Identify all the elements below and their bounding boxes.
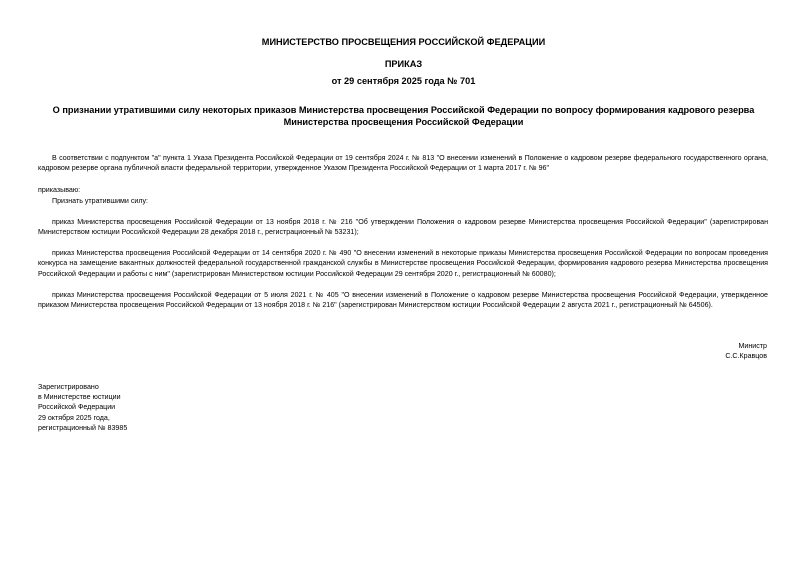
registration-block [38, 382, 127, 433]
registration-line-1: Зарегистрировано [38, 383, 99, 391]
registration-line-3: Российской Федерации [38, 403, 116, 412]
repealed-item-2: приказ Министерства просвещения Российской Федерации от 14 сентября 2020 г. № 490 "О внесении изменений в некоторые приказы Министерства просвещения Российской Федерации по вопросам проведения конкурса на замещение вакантных должностей федеральной государственной гражданской службы в Министерстве просвещения Российской Федерации, формирования кадрового резерва Министерства просвещения Российской Федерации и работы с ним" (зарегистрирован Министерством юстиции Российской Федерации 29 сентября 2020 г., регистрационный № 60080); [38, 249, 768, 278]
registration-line-5: регистрационный № 83985 [38, 423, 128, 432]
preamble-paragraph: В соответствии с подпунктом "а" пункта 1 Указа Президента Российской Федерации от 19 сентября 2024 г. № 813 "О внесении изменений в Положение о кадровом резерве федерального государственного органа, кадровом резерве органа публичной власти федеральной территории, утвержденное Указом Президента Российской Федерации от 1 марта 2017 г. № 96" [38, 154, 768, 173]
ministry-heading: МИНИСТЕРСТВО ПРОСВЕЩЕНИЯ РОССИЙСКОЙ ФЕДЕРАЦИИ [261, 37, 546, 47]
document-type: ПРИКАЗ [384, 59, 423, 69]
order-word: приказываю: [38, 186, 81, 194]
signature-position: Министр [738, 342, 767, 350]
repealed-item-1: приказ Министерства просвещения Российской Федерации от 13 ноября 2018 г. № 216 "Об утверждении Положения о кадровом резерве Министерства просвещения Российской Федерации" (зарегистрирован Министерством юстиции Российской Федерации 28 декабря 2018 г., регистрационный № 53231); [38, 218, 768, 237]
declare-line: Признать утратившими силу: [52, 197, 149, 205]
registration-line-2: в Министерстве юстиции [38, 393, 121, 402]
registration-line-4: 29 октября 2025 года, [38, 413, 110, 422]
document-title: О признании утратившими силу некоторых приказов Министерства просвещения Российской Федерации по вопросу формирования кадрового резерва Министерства просвещения Российской Федерации [52, 105, 755, 127]
document-date-number: от 29 сентября 2025 года № 701 [331, 76, 476, 86]
signature-name: С.С.Кравцов [725, 352, 767, 361]
repealed-item-3: приказ Министерства просвещения Российской Федерации от 5 июля 2021 г. № 405 "О внесении изменений в Положение о кадровом резерве Министерства просвещения Российской Федерации, утвержденное приказом Министерства просвещения Российской Федерации от 13 ноября 2018 г. № 216" (зарегистрирован Министерством юстиции Российской Федерации 2 августа 2021 г., регистрационный № 64506). [38, 291, 768, 310]
signature-block [725, 341, 767, 362]
